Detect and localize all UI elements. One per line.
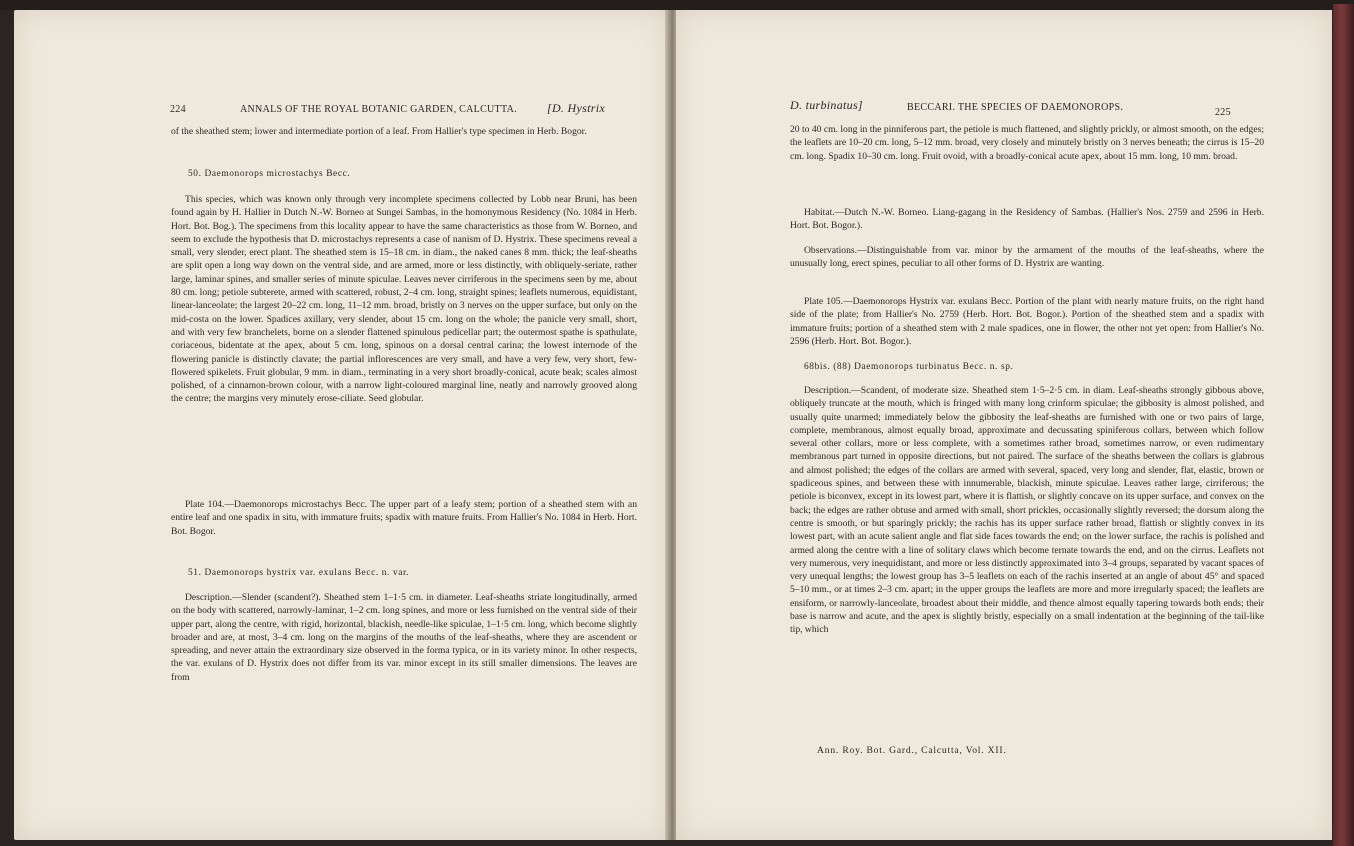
left-page	[14, 10, 668, 840]
scan-top-border	[0, 0, 1354, 10]
book-binding-edge	[1333, 4, 1354, 846]
right-page-number: 225	[1215, 107, 1231, 118]
left-running-head: ANNALS OF THE ROYAL BOTANIC GARDEN, CALCUTTA.	[240, 104, 517, 115]
plate-105-caption	[790, 295, 1264, 348]
section-68bis-body	[790, 384, 1264, 637]
observations-paragraph: Observations.—Distinguishable from var. minor by the armament of the mouths of the leaf-sheaths, where the unusually long, erect spines, peculiar to all other forms of D. Hystrix are wanting.	[790, 245, 1264, 270]
section-50-title: 50. Daemonorops microstachys Becc.	[188, 169, 351, 179]
section-51-title: 51. Daemonorops hystrix var. exulans Becc. n. var.	[188, 568, 410, 578]
section-51-paragraph: Description.—Slender (scandent?). Sheathed stem 1–1·5 cm. in diameter. Leaf-sheaths striate longitudinally, armed on the body with scattered, narrowly-laminar, 1–2 cm. long spines, and more or less furnished on the ventral side of their upper part, along the centre, with rigid, horizontal, blackish, needle-like spiculae, 1–1·5 cm. long, which become slightly broader and are, at most, 3–4 cm. long on the margins of the mouths of the leaf-sheaths, where they are ascendent or spreading, and never attain the extraordinary size observed in the forma typica, or in its variety minor. In other respects, the var. exulans of D. Hystrix does not differ from its var. minor except in its still smaller dimensions. The leaves are from	[171, 592, 637, 683]
plate-105-paragraph: Plate 105.—Daemonorops Hystrix var. exulans Becc. Portion of the plant with nearly mature fruits, on the right hand side of the plate; from Hallier's No. 2759 (Herb. Hort. Bot. Bogor.). Portion of the sheathed stem and a spadix with immature fruits; portion of a sheathed stem with 2 male spadices, one in flower, the other not yet open: from Hallier's No. 2596 (Herb. Hort. Bot. Bogor.).	[790, 296, 1264, 347]
right-intro-paragraph: 20 to 40 cm. long in the pinniferous part, the petiole is much flattened, and slightly prickly, or almost smooth, on the edges; the leaflets are 10–20 cm. long, 5–12 mm. broad, very closely and minutely bristly on 3 nerves beneath; the cirrus is 15–20 cm. long. Spadix 10–30 cm. long. Fruit ovoid, with a broadly-conical acute apex, about 15 mm. long, 10 mm. broad.	[790, 124, 1264, 162]
plate-104-paragraph: Plate 104.—Daemonorops microstachys Becc. The upper part of a leafy stem; portion of a sheathed stem with an entire leaf and one spadix in situ, with immature fruits; spadix with mature fruits. From Hallier's No. 1084 in Herb. Hort. Bot. Bogor.	[171, 499, 637, 537]
section-51-body	[171, 591, 637, 684]
right-intro-text	[790, 123, 1264, 163]
right-running-species: D. turbinatus]	[790, 98, 863, 112]
left-page-number: 224	[170, 104, 186, 115]
habitat-block	[790, 206, 1264, 233]
section-50-body	[171, 193, 637, 406]
observations-block	[790, 244, 1264, 271]
section-68bis-title: 68bis. (88) Daemonorops turbinatus Becc. n. sp.	[804, 362, 1014, 372]
left-running-species: [D. Hystrix	[547, 101, 605, 115]
right-page	[676, 10, 1332, 840]
left-intro-text	[171, 125, 637, 138]
plate-104-caption	[171, 498, 637, 538]
habitat-paragraph: Habitat.—Dutch N.-W. Borneo. Liang-gagang in the Residency of Sambas. (Hallier's Nos. 2759 and 2596 in Herb. Hort. Bot. Bogor.).	[790, 207, 1264, 232]
left-intro-paragraph: of the sheathed stem; lower and intermediate portion of a leaf. From Hallier's type specimen in Herb. Bogor.	[171, 126, 587, 137]
section-50-paragraph: This species, which was known only through very incomplete specimens collected by Lobb near Bruni, has been found again by H. Hallier in Dutch N.-W. Borneo at Sungei Sambas, in the homonymous Residency (No. 1084 in Herb. Hort. Bot. Bog.). The specimens from this locality appear to have the same characteristics as those from W. Borneo, and seem to exclude the hypothesis that D. microstachys represents a case of nanism of D. Hystrix. These specimens reveal a small, very slender, erect plant. The sheathed stem is 15–18 cm. in diam., the naked canes 8 mm. thick; the leaf-sheaths are split open a long way down on the ventral side, and are armed, more or less distinctly, with obliquely-seriate, rather large, laminar spines, and smaller series of minute spiculae. Leaves never cirriferous in the specimens seen by me, about 80 cm. long; petiole subterete, armed with scattered, robust, 2–4 cm. long, straight spines; leaflets numerous, equidistant, linear-lanceolate; the largest 20–22 cm. long, 11–12 mm. broad, bristly on 3 nerves on the upper surface, but only on the mid-costa on the lower. Spadices axillary, very slender, about 15 cm. long on the whole; the panicle very small, short, and with very few branchelets, borne on a slender flattened spinulous pedicellar part; the outermost spathe is spathulate, coriaceous, bidentate at the apex, about 5 cm. long, spinous on a dorsal central carina; the lowest internode of the flowering panicle is distinctly clavate; the partial inflorescences are very small, and have a very few, very short, few-flowered spikelets. Fruit globular, 9 mm. in diam., terminating in a very short broadly-conical, acute beak; scales almost polished, of a cinnamon-brown colour, with a narrow light-coloured marginal line, neatly and narrowly grooved along the centre; the margins very minutely erose-ciliate. Seed globular.	[171, 194, 637, 405]
section-68bis-paragraph: Description.—Scandent, of moderate size. Sheathed stem 1·5–2·5 cm. in diam. Leaf-sheaths strongly gibbous above, obliquely truncate at the mouth, which is fringed with many long crinform spiculae; the gibbosity is almost polished, and usually quite unarmed; immediately below the gibbosity the leaf-sheaths are furnished with one or two pairs of large, complete, membranous, almost equally broad, approximate and decussating spiniferous collars, between which follow several other collars, more or less complete, with a sometimes rather broad, sometimes narrow, or even rudimentary membranous part turned in opposite directions, but not paired. The surface of the sheaths between the collars is glabrous and almost polished; the edges of the collars are armed with several, spaced, very long and slender, flat, elastic, brown or spadiceous spines, and between these with innumerable, blackish, minute spiculae. Leaves rather large, cirriferous; the petiole is biconvex, except in its lowest part, where it is flattish, or slightly concave on its upper surface, and convex on the back; the edges are rather obtuse and armed with small, short prickles, occasionally slightly reversed; the dorsum along the centre is smooth, or but sparingly prickly; the rachis has its upper surface rather broad, flattish or slightly convex in its lowest part, with an acute salient angle and flat side faces towards the end; on the lower surface, the rachis is polished and armed along the centre with a line of solitary claws which become ternate towards the end, and on the cirrus. Leaflets not very numerous, very inequidistant, and more or less distinctly approximated into 3–4 groups, separated by vacant spaces of very unequal lengths; the lowest group has 3–5 leaflets on each of the rachis inserted at an angle of about 45° and spaced 5–10 mm., or at times 2–3 cm. apart; in the upper groups the leaflets are more and more irregularly spaced; the leaflets are ensiform, or narrowly-lanceolate, broadest about their middle, and thence almost equally tapering towards both ends; their base is narrow and acute, and the apex is slightly bristly, especially on a small indentation at the beginning of the tail-like tip, which	[790, 385, 1264, 636]
journal-footer: Ann. Roy. Bot. Gard., Calcutta, Vol. XII.	[817, 745, 1007, 756]
right-running-head: BECCARI. THE SPECIES OF DAEMONOROPS.	[907, 102, 1124, 113]
